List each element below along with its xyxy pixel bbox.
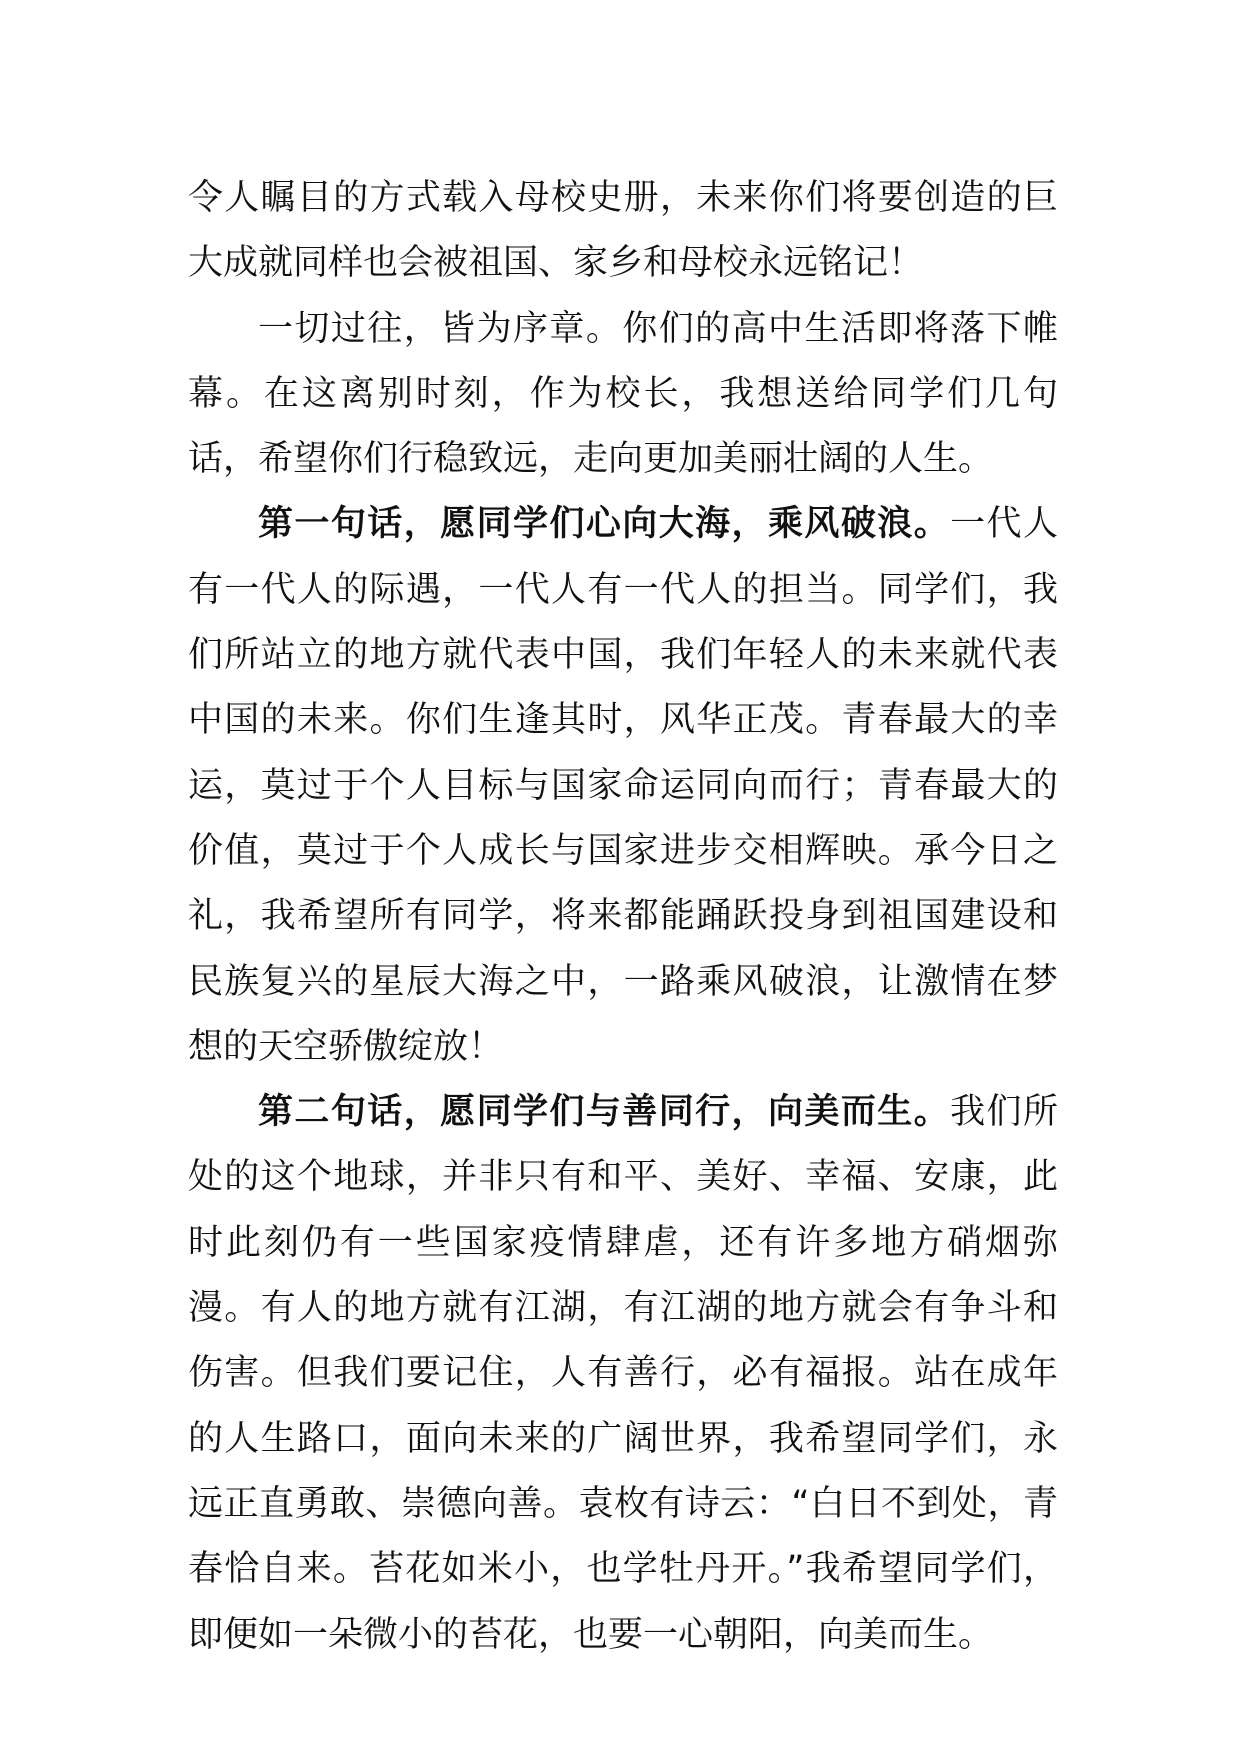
speech-text (188, 166, 1058, 1668)
paragraph-3 (188, 492, 1058, 1080)
paragraph-4 (188, 1080, 1058, 1668)
paragraph-2: 一切过往，皆为序章。你们的高中生活即将落下帷幕。在这离别时刻，作为校长，我想送给同学们几句话，希望你们行稳致远，走向更加美丽壮阔的人生。 (188, 308, 1058, 480)
paragraph-3-heading: 第一句话，愿同学们心向大海，乘风破浪。 (258, 504, 951, 545)
paragraph-3-body: 一代人有一代人的际遇，一代人有一代人的担当。同学们，我们所站立的地方就代表中国，我们年轻人的未来就代表中国的未来。你们生逢其时，风华正茂。青春最大的幸运，莫过于个人目标与国家命运同向而行；青春最大的价值，莫过于个人成长与国家进步交相辉映。承今日之礼，我希望所有同学，将来都能踊跃投身到祖国建设和民族复兴的星辰大海之中，一路乘风破浪，让激情在梦想的天空骄傲绽放！ (188, 504, 1058, 1067)
paragraph-4-body: 我们所处的这个地球，并非只有和平、美好、幸福、安康，此时此刻仍有一些国家疫情肆虐，还有许多地方硝烟弥漫。有人的地方就有江湖，有江湖的地方就会有争斗和伤害。但我们要记住，人有善行，必有福报。站在成年的人生路口，面向未来的广阔世界，我希望同学们，永远正直勇敢、崇德向善。袁枚有诗云：“白日不到处，青春恰自来。苔花如米小，也学牡丹开。”我希望同学们，即便如一朵微小的苔花，也要一心朝阳，向美而生。 (188, 1092, 1058, 1655)
paragraph-4-heading: 第二句话，愿同学们与善同行，向美而生。 (258, 1092, 951, 1133)
paragraph-1: 令人瞩目的方式载入母校史册，未来你们将要创造的巨大成就同样也会被祖国、家乡和母校永远铭记！ (188, 178, 1058, 284)
